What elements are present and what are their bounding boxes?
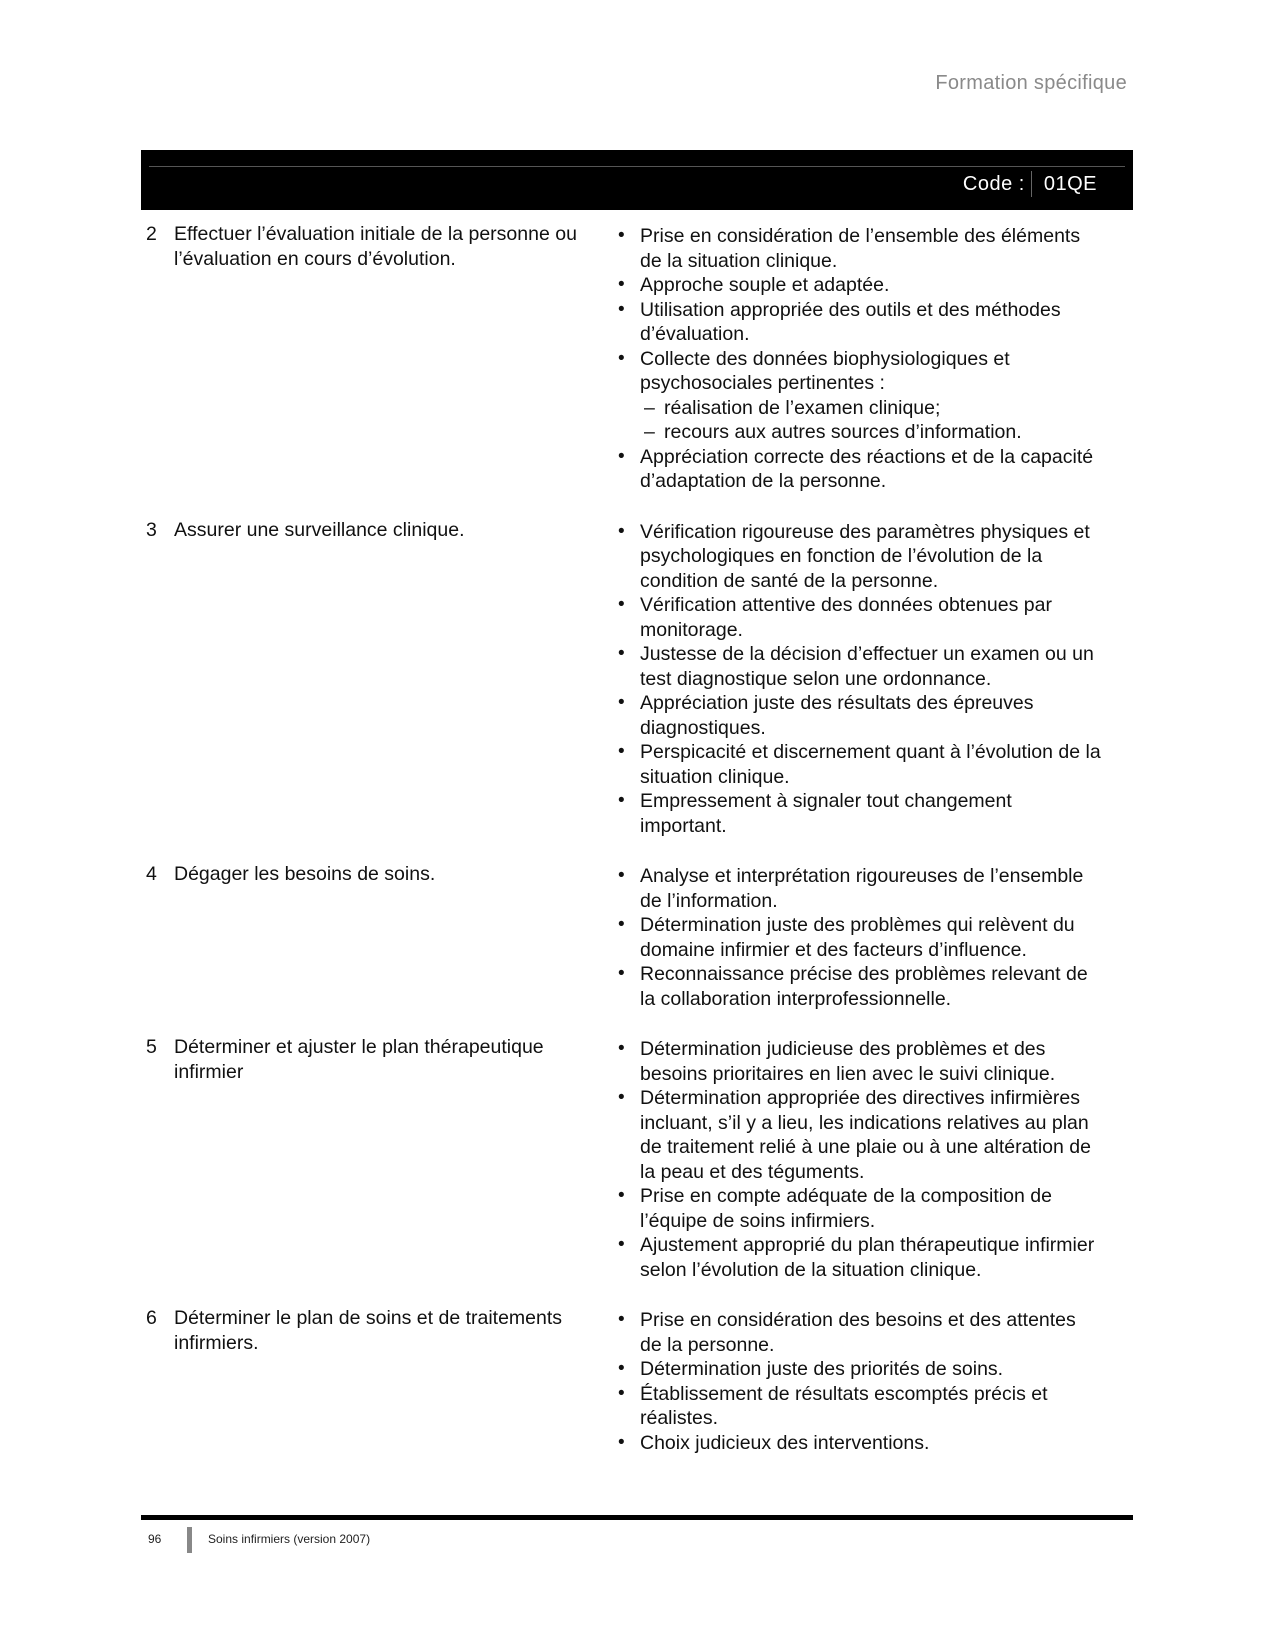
criterion-item: • Prise en compte adéquate de la composition de l’équipe de soins infirmiers. [616, 1184, 1102, 1233]
criteria-cell [616, 862, 1102, 1011]
code-bar-rule [149, 166, 1125, 167]
criteria-cell [616, 1306, 1102, 1455]
element-number: 5 [146, 1036, 157, 1058]
criteria-list [616, 1037, 1102, 1282]
element-number: 3 [146, 518, 157, 541]
criterion-item: • Appréciation correcte des réactions et de la capacité d’adaptation de la personne. [616, 445, 1102, 494]
criterion-item: • Établissement de résultats escomptés précis et réalistes. [616, 1382, 1102, 1431]
criterion-item: • Perspicacité et discernement quant à l’évolution de la situation clinique. [616, 740, 1102, 789]
criterion-item: • Ajustement approprié du plan thérapeutique infirmier selon l’évolution de la situation clinique. [616, 1233, 1102, 1282]
element-cell [146, 1306, 616, 1455]
sub-criterion-item: – réalisation de l’examen clinique; [640, 396, 1102, 421]
sub-criterion-item: – recours aux autres sources d’information. [640, 420, 1102, 445]
table-row [146, 862, 1130, 1011]
footer-separator [187, 1527, 192, 1553]
criteria-cell [616, 518, 1102, 839]
element-number: 6 [146, 1307, 157, 1329]
criteria-list [616, 1308, 1102, 1455]
criteria-cell [616, 222, 1102, 494]
element-text: Déterminer le plan de soins et de traitements infirmiers. [174, 1307, 563, 1354]
criterion-item: • Vérification rigoureuse des paramètres physiques et psychologiques en fonction de l’évolution de la condition de santé de la personne. [616, 520, 1102, 594]
table-row [146, 1035, 1130, 1282]
code-bar [141, 150, 1133, 210]
sub-criteria-list [640, 396, 1102, 445]
element-cell [146, 862, 616, 1011]
criterion-item: • Détermination juste des priorités de soins. [616, 1357, 1102, 1382]
element-number: 4 [146, 863, 157, 885]
criteria-cell [616, 1035, 1102, 1282]
table-row [146, 1306, 1130, 1455]
criterion-item: • Vérification attentive des données obtenues par monitorage. [616, 593, 1102, 642]
criterion-item: • Prise en considération des besoins et des attentes de la personne. [616, 1308, 1102, 1357]
criterion-item: • Appréciation juste des résultats des épreuves diagnostiques. [616, 691, 1102, 740]
element-cell [146, 222, 616, 494]
code-value: 01QE [1043, 172, 1097, 195]
code-label: Code : [962, 172, 1025, 195]
table-row [146, 222, 1130, 494]
element-number: 2 [146, 223, 157, 245]
criterion-item: • Prise en considération de l’ensemble des éléments de la situation clinique. [616, 224, 1102, 273]
element-text: Dégager les besoins de soins. [174, 863, 436, 885]
element-cell [146, 1035, 616, 1282]
criterion-item: • Analyse et interprétation rigoureuses de l’ensemble de l’information. [616, 864, 1102, 913]
element-cell [146, 518, 616, 839]
criteria-list [616, 224, 1102, 494]
element-text: Effectuer l’évaluation initiale de la personne ou l’évaluation en cours d’évolution. [174, 223, 577, 270]
criterion-item: • Empressement à signaler tout changement important. [616, 789, 1102, 838]
code-field [963, 168, 1097, 200]
element-text: Assurer une surveillance clinique. [174, 518, 465, 541]
criterion-item: • Justesse de la décision d’effectuer un examen ou un test diagnostique selon une ordonnance. [616, 642, 1102, 691]
criterion-item [616, 347, 1102, 445]
page-header-title: Formation spécifique [935, 72, 1127, 94]
criterion-text: Collecte des données biophysiologiques et psychosociales pertinentes : [640, 347, 1010, 394]
criteria-list [616, 864, 1102, 1011]
criterion-item: • Approche souple et adaptée. [616, 273, 1102, 298]
criterion-item: • Reconnaissance précise des problèmes relevant de la collaboration interprofessionnelle. [616, 962, 1102, 1011]
footer-document-title: Soins infirmiers (version 2007) [208, 1532, 371, 1546]
code-separator [1031, 171, 1032, 197]
criterion-item: • Choix judicieux des interventions. [616, 1431, 1102, 1456]
competency-table [146, 222, 1130, 1479]
criteria-list [616, 520, 1102, 839]
criterion-item: • Détermination judicieuse des problèmes et des besoins prioritaires en lien avec le suivi clinique. [616, 1037, 1102, 1086]
page-number: 96 [148, 1532, 162, 1546]
table-row [146, 518, 1130, 839]
footer-rule [141, 1515, 1133, 1520]
element-text: Déterminer et ajuster le plan thérapeutique infirmier [174, 1036, 544, 1083]
criterion-item: • Détermination appropriée des directives infirmières incluant, s’il y a lieu, les indications relatives au plan de traitement relié à une plaie ou à une altération de la peau et des téguments. [616, 1086, 1102, 1184]
criterion-item: • Détermination juste des problèmes qui relèvent du domaine infirmier et des facteurs d’influence. [616, 913, 1102, 962]
criterion-item: • Utilisation appropriée des outils et des méthodes d’évaluation. [616, 298, 1102, 347]
